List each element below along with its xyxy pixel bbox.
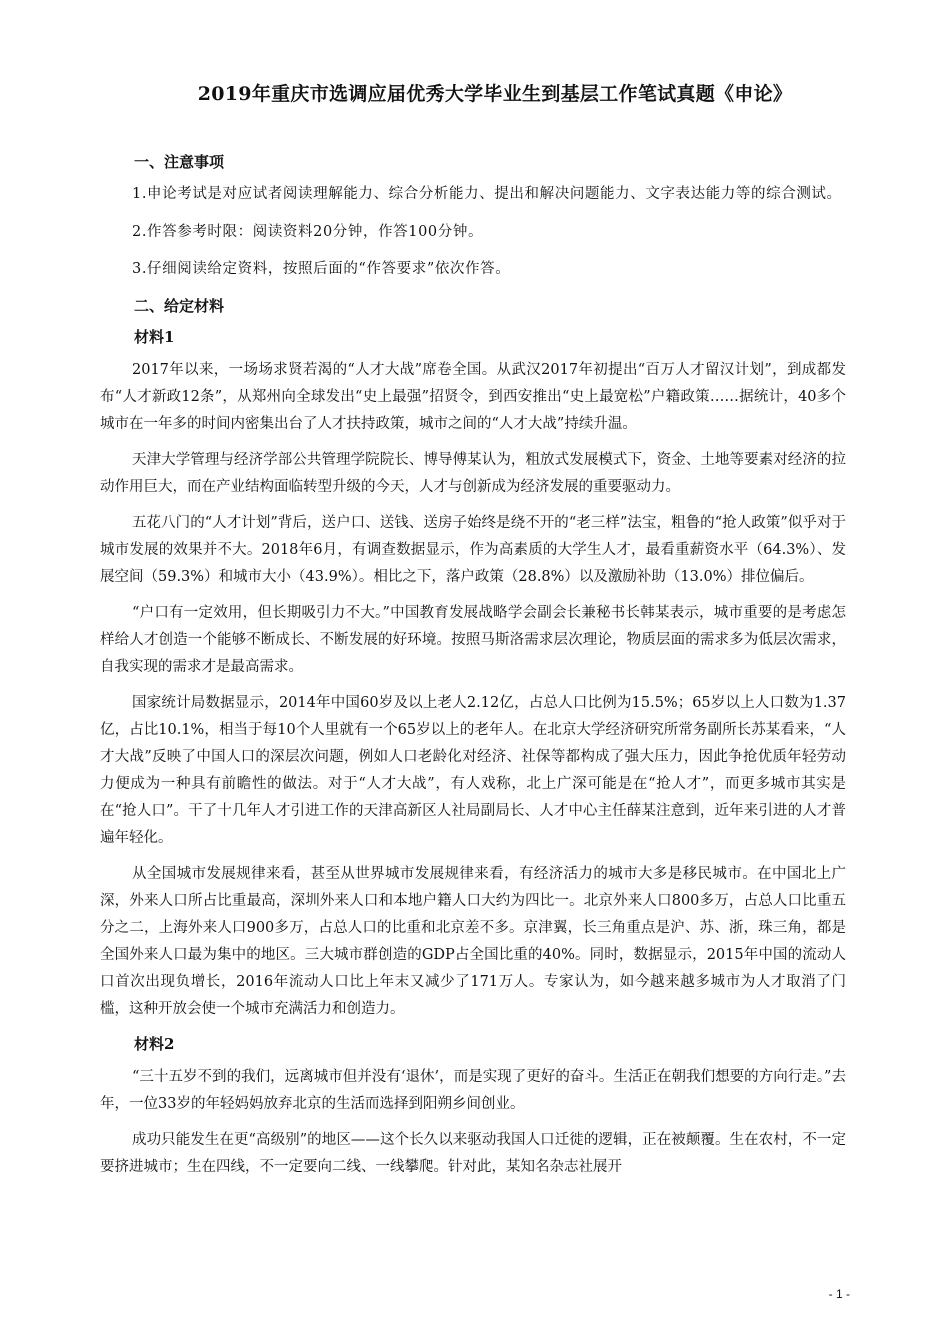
material-1-label: 材料1 [134, 327, 175, 346]
materials-heading: 二、给定材料 [134, 296, 225, 315]
document-title: 2019年重庆市选调应届优秀大学毕业生到基层工作笔试真题《申论》 [197, 83, 793, 105]
material-2-paragraph-2: 成功只能发生在更“高级别”的地区——这个长久以来驱动我国人口迁徙的逻辑，正在被颠覆。生在农村，不一定要挤进城市；生在四线，不一定要向二线、一线攀爬。针对此，某知名杂志社展开 [100, 1131, 846, 1175]
material-1-paragraph-1: 2017年以来，一场场求贤若渴的“人才大战”席卷全国。从武汉2017年初提出“百万人才留汉计划”，到成都发布“人才新政12条”，从郑州向全球发出“史上最强”招贤令，到西安推出“史上最宽松”户籍政策……据统计，40多个城市在一年多的时间内密集出台了人才扶持政策，城市之间的“人才大战”持续升温。 [100, 361, 846, 432]
material-2-paragraph-1: “三十五岁不到的我们，远离城市但并没有‘退休’，而是实现了更好的奋斗。生活正在朝我们想要的方向行走。”去年，一位33岁的年轻妈妈放弃北京的生活而选择到阳朔乡间创业。 [100, 1068, 846, 1112]
material-1-paragraph-6: 从全国城市发展规律来看，甚至从世界城市发展规律来看，有经济活力的城市大多是移民城市。在中国北上广深，外来人口所占比重最高，深圳外来人口和本地户籍人口大约为四比一。北京外来人口800多万，占总人口比重五分之二，上海外来人口900多万，占总人口的比重和北京差不多。京津翼，长三角重点是沪、苏、浙，珠三角，都是全国外来人口最为集中的地区。三大城市群创造的GDP占全国比重的40%。同时，数据显示，2015年中国的流动人口首次出现负增长，2016年流动人口比上年末又减少了171万人。专家认为，如今越来越多城市为人才取消了门槛，这种开放会使一个城市充满活力和创造力。 [100, 865, 846, 1017]
notice-heading: 一、注意事项 [134, 153, 225, 171]
notice-item-3: 3.仔细阅读给定资料，按照后面的“作答要求”依次作答。 [132, 261, 511, 277]
notice-item-2: 2.作答参考时限：阅读资料20分钟，作答100分钟。 [132, 223, 484, 240]
material-1-paragraph-3: 五花八门的“人才计划”背后，送户口、送钱、送房子始终是绕不开的“老三样”法宝，粗鲁的“抢人政策”似乎对于城市发展的效果并不大。2018年6月，有调查数据显示，作为高素质的大学生人才，最看重薪资水平（64.3%）、发展空间（59.3%）和城市大小（43.9%）。相比之下，落户政策（28.8%）以及激励补助（13.0%）排位偏后。 [100, 514, 846, 585]
material-2-label: 材料2 [134, 1034, 175, 1053]
material-1-paragraph-2: 天津大学管理与经济学部公共管理学院院长、博导傅某认为，粗放式发展模式下，资金、土地等要素对经济的拉动作用巨大，而在产业结构面临转型升级的今天，人才与创新成为经济发展的重要驱动力。 [100, 451, 846, 495]
material-1-paragraph-5: 国家统计局数据显示，2014年中国60岁及以上老人2.12亿，占总人口比例为15.5%；65岁以上人口数为1.37亿，占比10.1%，相当于每10个人里就有一个65岁以上的老年人。在北京大学经济研究所常务副所长苏某看来，“人才大战”反映了中国人口的深层次问题，例如人口老龄化对经济、社保等都构成了强大压力，因此争抢优质年轻劳动力便成为一种具有前瞻性的做法。对于“人才大战”，有人戏称，北上广深可能是在“抢人才”，而更多城市其实是在“抢人口”。干了十几年人才引进工作的天津高新区人社局副局长、人才中心主任薛某注意到，近年来引进的人才普遍年轻化。 [100, 694, 846, 846]
notice-item-1: 1.申论考试是对应试者阅读理解能力、综合分析能力、提出和解决问题能力、文字表达能力等的综合测试。 [132, 186, 842, 202]
page-number: - 1 - [828, 1287, 850, 1301]
document-body [100, 150, 846, 1190]
material-1-paragraph-4: “户口有一定效用，但长期吸引力不大。”中国教育发展战略学会副会长兼秘书长韩某表示，城市重要的是考虑怎样给人才创造一个能够不断成长、不断发展的好环境。按照马斯洛需求层次理论，物质层面的需求多为低层次需求，自我实现的需求才是最高需求。 [100, 604, 846, 675]
